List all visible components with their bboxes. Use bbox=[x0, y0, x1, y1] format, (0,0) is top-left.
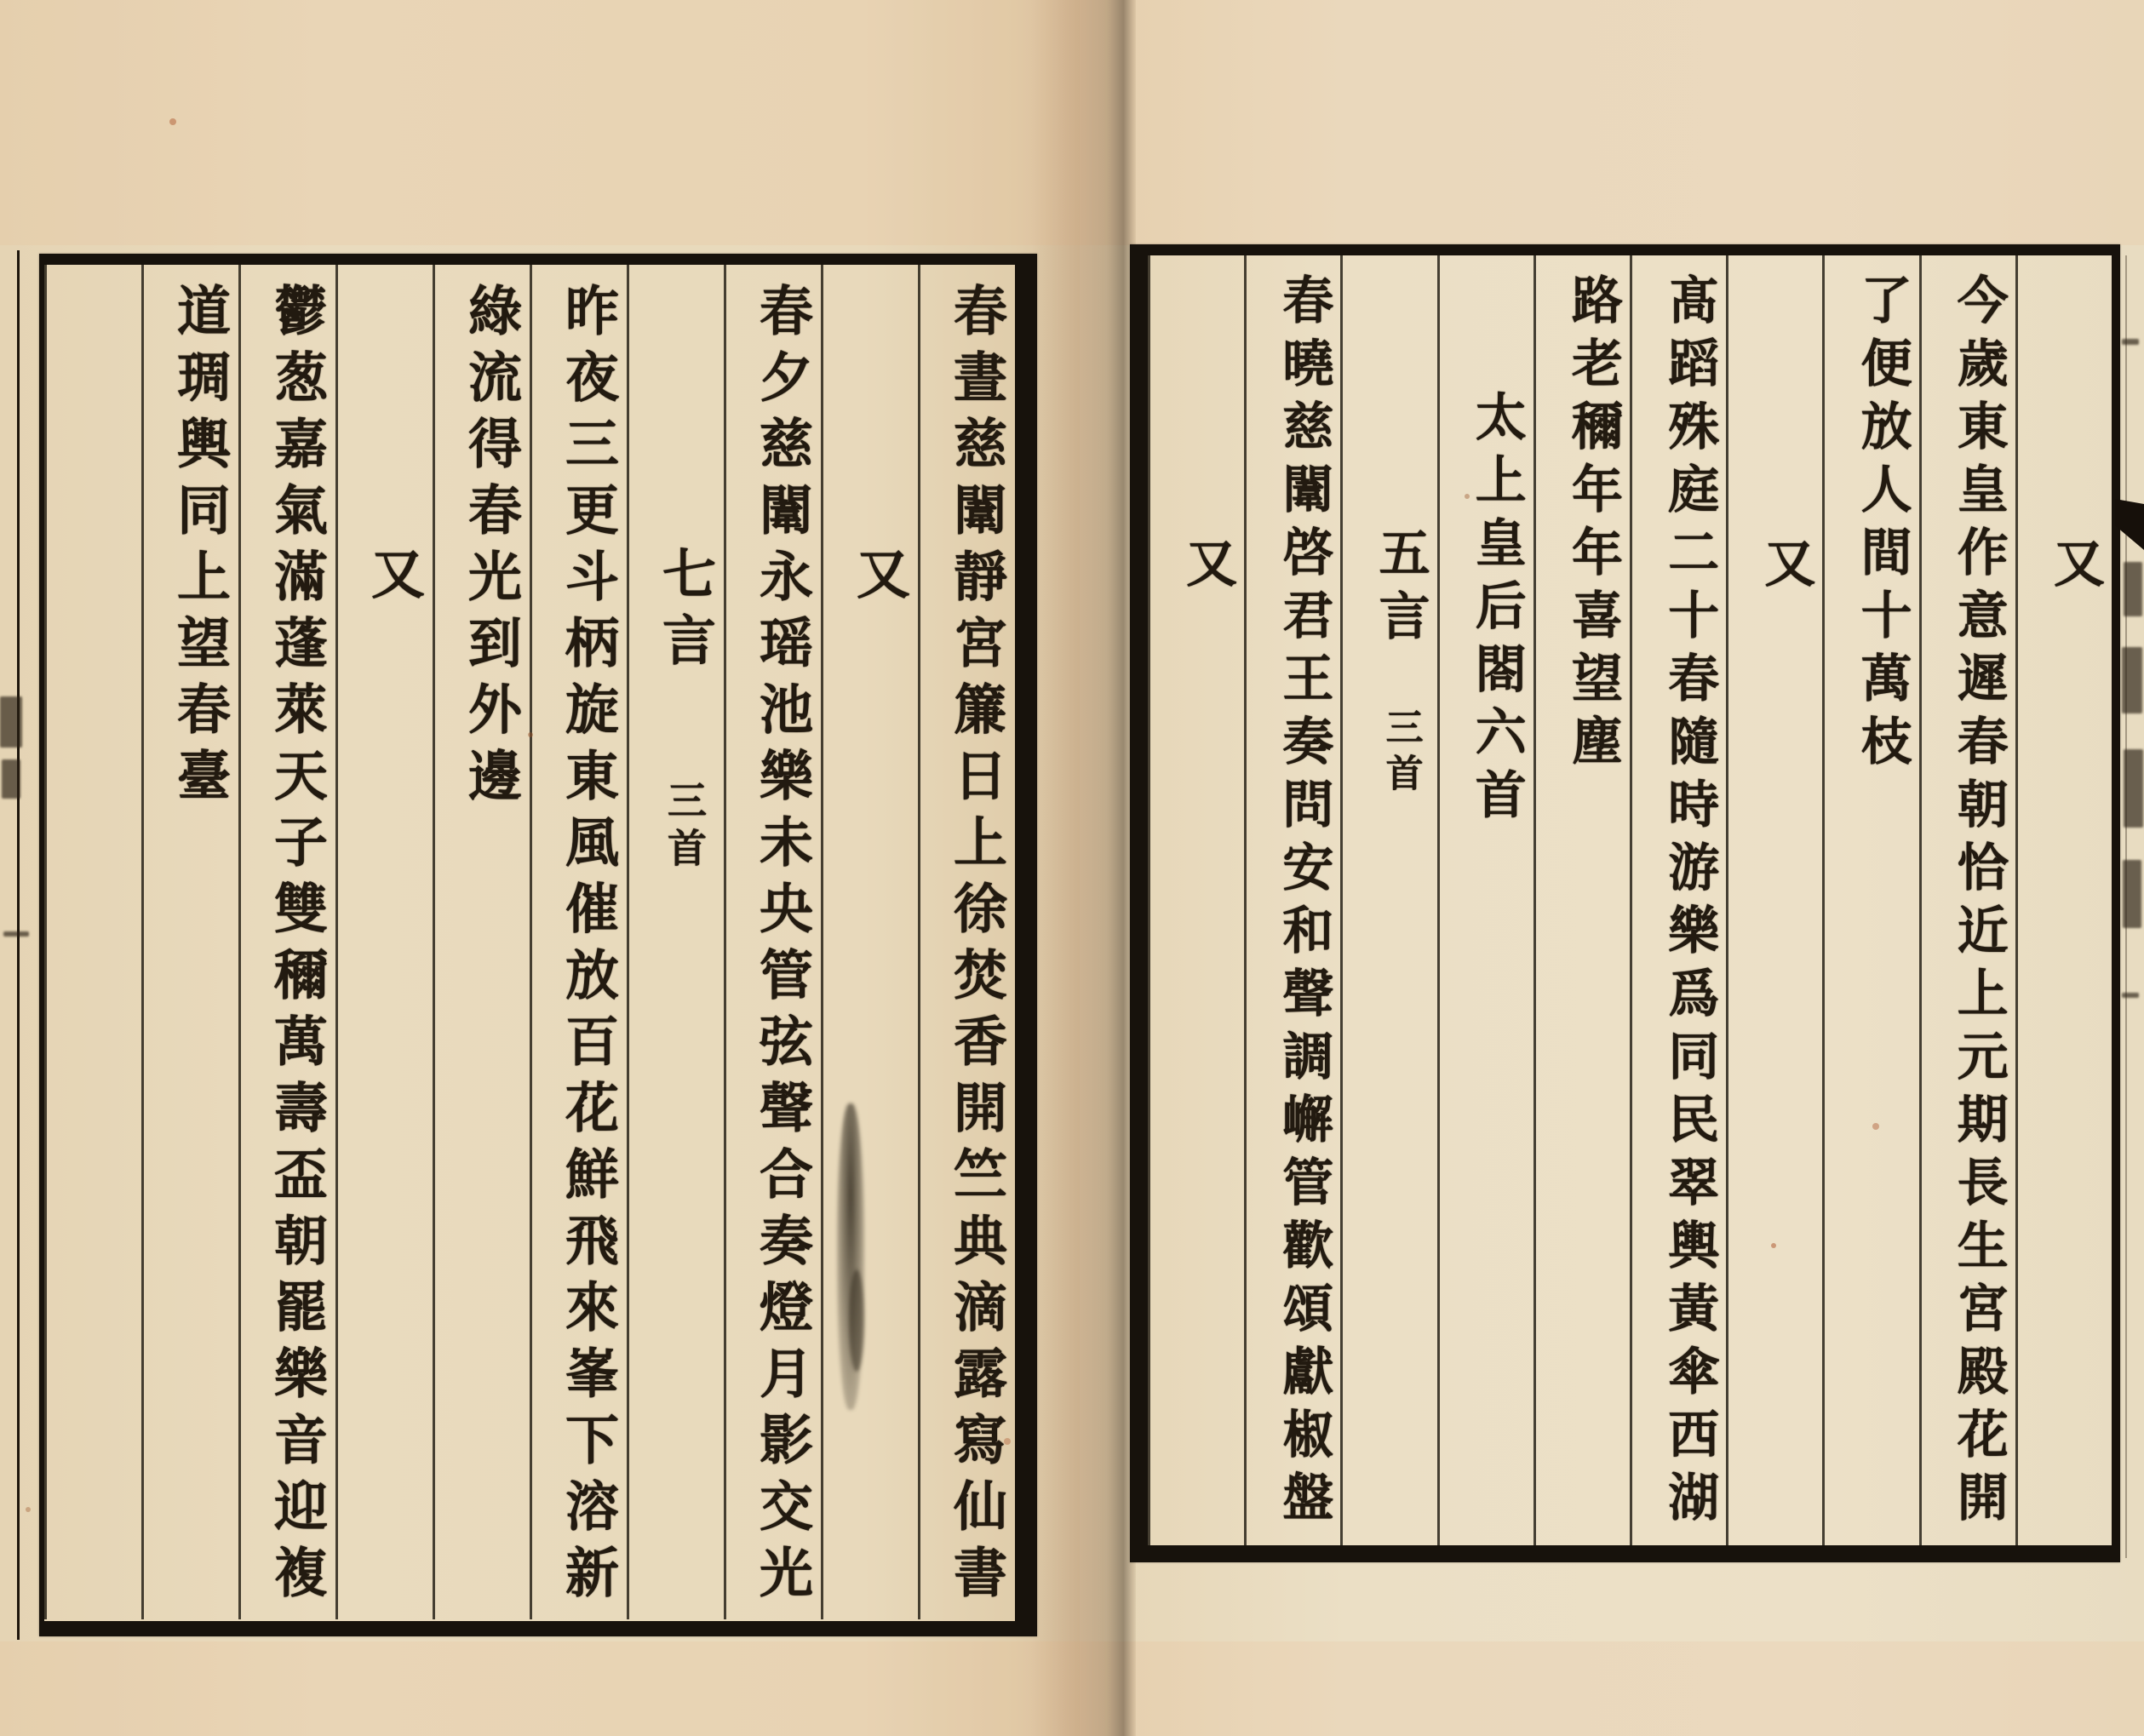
right-column-7-section-title bbox=[1437, 255, 1533, 1545]
right-column-9-poem bbox=[1244, 255, 1340, 1545]
edge-partial-text bbox=[2, 759, 20, 799]
meter-text: 七言 bbox=[654, 546, 716, 679]
right-column-2-poem bbox=[1919, 255, 2015, 1545]
right-column-5-poem bbox=[1630, 255, 1726, 1545]
left-column-8-poem bbox=[238, 265, 335, 1619]
poem-count-text: 三首 bbox=[1379, 708, 1423, 799]
poem-text: 春曉慈闈啓君王奏問安和聲調嶰管歡頌獻椒盤 bbox=[1274, 273, 1334, 1533]
meter-text: 五言 bbox=[1370, 526, 1430, 652]
right-page-columns bbox=[1148, 255, 2112, 1545]
right-column-6-poem-end bbox=[1533, 255, 1630, 1545]
left-column-4-meter bbox=[627, 265, 724, 1619]
right-column-10-again bbox=[1148, 255, 1244, 1545]
section-title-text: 太上皇后閤六首 bbox=[1466, 390, 1527, 831]
right-column-1-again bbox=[2015, 255, 2112, 1545]
again-label: 又 bbox=[1756, 536, 1816, 599]
poem-text: 鬱葱嘉氣滿蓬萊天子雙穪萬壽盃朝罷樂音迎複 bbox=[266, 283, 328, 1611]
left-column-2-again bbox=[821, 265, 918, 1619]
left-column-3-poem bbox=[724, 265, 821, 1619]
right-column-8-meter bbox=[1340, 255, 1436, 1545]
poem-text: 今歲東皇作意遲春朝恰近上元期長生宮殿花開 bbox=[1948, 273, 2009, 1533]
edge-partial-text bbox=[2123, 860, 2141, 928]
left-column-7-again bbox=[335, 265, 433, 1619]
edge-partial-text bbox=[3, 931, 29, 937]
paper-speck bbox=[1771, 1243, 1776, 1248]
left-column-6-poem-end bbox=[433, 265, 530, 1619]
again-label: 又 bbox=[2045, 536, 2105, 599]
ink-smudge bbox=[849, 1269, 864, 1372]
left-page-columns bbox=[44, 265, 1015, 1619]
edge-partial-text bbox=[2122, 647, 2142, 713]
poem-text: 了便放人間十萬枝 bbox=[1852, 273, 1912, 777]
poem-text: 春夕慈闈永瑶池樂未央管弦聲合奏燈月影交光 bbox=[751, 283, 813, 1611]
again-label: 又 bbox=[848, 546, 910, 612]
poem-text: 髙蹈殊庭二十春隨時游樂爲同民翠輿黃傘西湖 bbox=[1660, 273, 1720, 1533]
edge-partial-text bbox=[2124, 749, 2143, 828]
edge-partial-text bbox=[0, 696, 22, 748]
right-column-3-poem-end bbox=[1822, 255, 1918, 1545]
poem-text: 昨夜三更斗柄旋東風催放百花鮮飛來峯下溶新 bbox=[557, 283, 619, 1611]
right-column-4-again bbox=[1726, 255, 1822, 1545]
poem-count-text: 三首 bbox=[662, 780, 708, 875]
edge-partial-text bbox=[2122, 993, 2139, 998]
edge-partial-text bbox=[2124, 562, 2142, 616]
poem-text: 綠流得春光到外邊 bbox=[460, 283, 522, 814]
again-label: 又 bbox=[1178, 536, 1238, 599]
left-column-9-poem-end bbox=[141, 265, 238, 1619]
poem-text: 春晝慈闈靜宮簾日上徐焚香開竺典滴露寫仙書 bbox=[945, 283, 1007, 1611]
left-column-5-poem bbox=[530, 265, 627, 1619]
left-column-1-poem bbox=[918, 265, 1015, 1619]
left-column-10-blank bbox=[44, 265, 141, 1619]
left-page-outer-border-line bbox=[17, 250, 20, 1640]
poem-text: 道琱輿同上望春臺 bbox=[169, 283, 231, 814]
again-label: 又 bbox=[363, 546, 425, 612]
poem-text: 路老穪年年喜望塵 bbox=[1562, 273, 1623, 777]
edge-partial-text bbox=[2122, 339, 2139, 345]
